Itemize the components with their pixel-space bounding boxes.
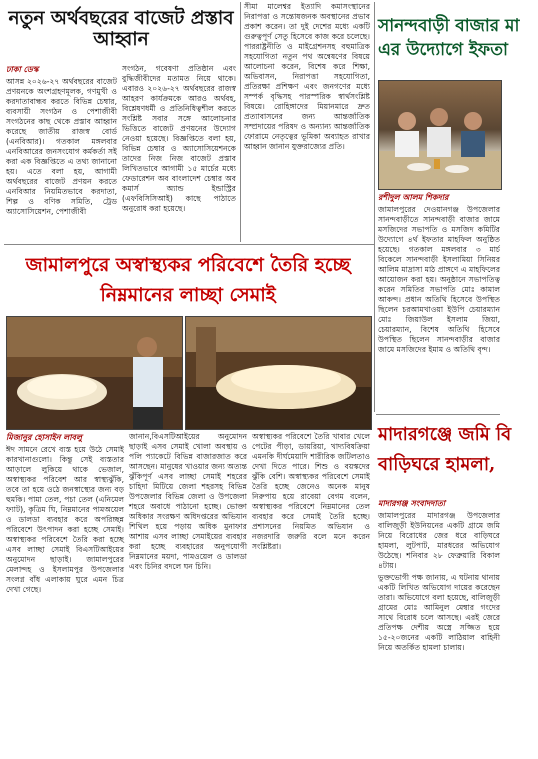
column-rule [240, 2, 241, 242]
madarganj-body-2: ভুক্তভোগী পক্ষ জানায়, এ ঘটনায় থানায় একটি লিখিত অভিযোগ দায়ের করেছেন তারা। অভিযোগে বলা হয়েছে, বালিজুড়ী গ্রামের মোঃ আমিনুল মেম্বার গংদের সাথে বিরোধ চলে আসছে। এরই জেরে প্রতিপক্ষ দেশীয় অস্ত্রে সজ্জিত হয়ে ১৫-২০জনের একটি লাঠিয়াল বাহিনী নিয়ে অতর্কিত হামলা চালায়। [378, 573, 500, 652]
iftar-photo [378, 80, 502, 190]
diplomacy-continuation [244, 2, 370, 242]
section-rule [376, 414, 500, 415]
lachcha-body-1: ঈদ সামনে রেখে ব্যস্ত হয়ে উঠে সেমাই কারখানাগুলো। কিন্তু সেই ব্যস্ততার আড়ালে লুকিয়ে থাকে ভেজাল, অস্বাস্থ্যকর পরিবেশ আর স্বাস্থ্যঝুঁকি, তবে তা হয়ে ওঠে জনস্বাস্থ্যের জন্য বড় হুমকি। পামা তেল, পচা তেল (এনিমেল ফ্যাট), কৃত্রিম ঘি, নিম্নমানের পামঅয়েল ও ডালডা ব্যবহার করে অপরিচ্ছন্ন পরিবেশে উৎপাদন করা হচ্ছে সেমাই। অস্বাস্থ্যকর পরিবেশে তৈরি করা হচ্ছে এসব লাচ্ছা সেমাই বিএসটিআইয়ের অনুমোদন ছাড়াই। জামালপুরের মেলান্দহ ও ইসলামপুর উপজেলার সংলগ্ন বাঁধ এলাকায় ঘুরে এমন চিত্র দেখা গেছে। [6, 445, 124, 594]
semai-factory-photo-left [6, 316, 183, 430]
madarganj-body-1: জামালপুরের মাদারগঞ্জ উপজেলার বালিজুড়ী ইউনিয়নের একটি গ্রামে জমি নিয়ে বিরোধের জের ধরে বাড়িঘরে হামলা, লুটপাট, মারধরের অভিযোগ উঠেছে। শনিবার ২৮ ফেব্রুয়ারি বিকাল ৪টায়। [378, 511, 500, 570]
budget-byline: ঢাকা ডেস্ক [6, 65, 39, 74]
budget-body-2: সংগঠন, গবেষণা প্রতিষ্ঠান এবং বুদ্ধিজীবীদের মতামত নিয়ে থাকে। এবারও ২০২৬-২৭ অর্থবছরের রাজস্ব আহরণ কার্যক্রমকে আরও অর্থবহ, বিশ্লেষণধর্মী ও প্রতিনিধিত্বশীল করতে সংশ্লিষ্ট সবার সঙ্গে আলোচনার ভিত্তিতে বাজেট প্রণয়নের উদ্যোগ নেওয়া হয়েছে। বিজ্ঞপ্তিতে বলা হয়, বিভিন্ন চেম্বার ও অ্যাসোসিয়েশনকে তাদের নিজ নিজ বাজেট প্রস্তাব লিখিতভাবে আগামী ১৫ মার্চের মধ্যে ফেডারেশন অব বাংলাদেশ চেম্বার অব কমার্স অ্যান্ড ইন্ডাস্ট্রির (এফবিসিসিআই) কাছে পাঠাতে অনুরোধ করা হয়েছে। [122, 64, 236, 213]
madarganj-byline: মাদারগঞ্জ সংবাদদাতা [378, 499, 446, 508]
budget-col-1 [6, 64, 117, 242]
semai-worker-illustration [7, 317, 182, 429]
iftar-scene-illustration [379, 81, 501, 189]
lachcha-col-3 [252, 432, 370, 757]
madarganj-headline: মাদারগঞ্জে জমি বি বাড়িঘরে হামলা, [378, 424, 512, 475]
lachcha-headline: জামালপুরে অস্বাস্থ্যকর পরিবেশে তৈরি হচ্ছে নিম্নমানের লাচ্ছা সেমাই [25, 254, 351, 306]
diplomacy-body: সীমা মালেশ্বর ইত্যাদি কমাসংস্থানের নিরাপত্তা ও সন্তোষজনক অবস্থানের প্রভাব প্রকাশ করেন। তা দুই দেশের মধ্যে একটি গুরুত্বপূর্ণ সেতু হিসেবে কাজ করে চলেছে। পাররাষ্ট্রনীতি ও মাইগ্রেশনসহ বহুমাত্রিক সহযোগিতা নতুন পথ অন্বেষণের বিষয়ে আলোচনা করেন, বিশেষ করে শিক্ষা, অভিবাসন, নিরাপত্তা সহযোগিতা, প্রতিরক্ষা প্রশিক্ষণ এবং জনগণের মধ্যে সম্পর্ক বৃদ্ধিসহ পারস্পরিক স্বার্থসংশ্লিষ্ট বিষয়ে। রোহিঙ্গাদের মিয়ানমারে দ্রুত প্রত্যাবাসনের জন্য আন্তর্জাতিক সম্প্রদায়ের পরিষদ ও অন্যান্য আন্তর্জাতিক ফোরামে নেতৃত্বের ভূমিকা অব্যাহত রাখার আহ্বান জানান যুক্তরাজ্যের প্রতি। [244, 2, 370, 151]
bazar-byline: রশীদুল আলম শিকদার [378, 193, 449, 202]
budget-headline: নতুন অর্থবছরের বাজেট প্রস্তাব আহ্বান [8, 8, 234, 51]
column-rule [374, 2, 375, 412]
budget-col-2 [122, 64, 236, 242]
section-rule [4, 244, 374, 245]
madarganj-headline-band [378, 420, 512, 494]
lachcha-body-3: অস্বাস্থ্যকর পরিবেশে তৈরি খাবার খেলে পেটের পীড়া, ডায়রিয়া, খাদ্যবিষক্রিয়া এমনকি দীর্ঘমেয়াদি শারীরিক জটিলতাও দেখা দিতে পারে। শিশু ও বয়স্কদের ঝুঁকি বেশি। অস্বাস্থ্যকর পরিবেশে সেমাই তৈরি হচ্ছে জেনেও অনেক মানুষ নিরুপায় হয়ে রাবেয়া বেগম বলেন, অস্বাস্থ্যকর পরিবেশে নিম্নমানের তেল ব্যবহার করে সেমাই তৈরি হচ্ছে। প্রশাসনের নিয়মিত অভিযান ও নজরদারি জরুরি বলে মনে করেন সংশ্লিষ্টরা। [252, 432, 370, 551]
bazar-headline: সানন্দবাড়ী বাজার মা এর উদ্যোগে ইফতা [378, 16, 520, 60]
bazar-body: জামালপুরের দেওয়ানগঞ্জ উপজেলার সানন্দবাড়ীতে সানন্দবাড়ী বাজার জামে মসজিদের সভাপতি ও মসজিদ কমিটির উদ্যোগে ৪র্থ ইফতার মাহফিল অনুষ্ঠিত হয়েছে। গতকাল মঙ্গলবার ৩ মার্চ বিকেলে সানন্দবাড়ী ইসলামিয়া সিনিয়র আলিম মাদ্রাসা মাঠ প্রাঙ্গণে এ মাহফিলের আয়োজন করা হয়। অনুষ্ঠানে সভাপতিত্ব করেন সমিতির সভাপতি মোঃ কামাল আকন্দ। প্রধান অতিথি হিসেবে উপস্থিত ছিলেন চরআমখাওয়া ইউপি চেয়ারম্যান মোঃ জিয়াউল ইসলাম জিয়া, চেয়ারম্যান, বিশেষ অতিথি হিসেবে উপস্থিত ছিলেন সানন্দবাড়ীর বাজার জামে মসজিদের ইমাম ও অতিথি বৃন্দ। [378, 205, 500, 354]
lachcha-col-1 [6, 432, 124, 757]
bazar-headline-band [378, 14, 520, 74]
lachcha-body-2: জানান,বিএসটিআইয়ের অনুমোদন ছাড়াই এসব সেমাই খোলা অবস্থায় ও পলি প্যাকেটে বিভিন্ন বাজারজাত করে আসছেন। মানুষের খাওয়ার জন্য অত্যন্ত ঝুঁকিপূর্ণ এসব লাচ্ছা সেমাই শহরের চাহিদা মিটিয়ে জেলা শহরসহ বিভিন্ন উপজেলার বিভিন্ন জেলা ও উপজেলা শহরে অবাধে পাঠানো হচ্ছে। ভোক্তা অধিকার সংরক্ষণ অধিদপ্তরের অভিযান শিথিল হয়ে পড়ায় অধিক মুনাফার আশায় এসব লাচ্ছা সেমাইয়ের ব্যবহার করা হচ্ছে ব্যবহারের অনুপযোগী নিম্নমানের ময়দা, পামওয়েল ও ডালডা এবং চিনির বদলে ঘন চিনি। [129, 432, 247, 571]
lachcha-col-2 [129, 432, 247, 757]
bazar-article [378, 192, 500, 412]
madarganj-article [378, 498, 500, 757]
semai-drying-illustration [186, 317, 371, 429]
lachcha-byline: মিজানুর হোসাইন লাবলু [6, 433, 82, 442]
budget-body-1: আসন্ন ২০২৬-২৭ অর্থবছরের বাজেট প্রণয়নকে অংশগ্রহণমূলক, গণমুখী ও করদাতাবান্ধব করতে বিভিন্ন চেম্বার, ব্যবসায়ী সংগঠন ও পেশাজীবী সংগঠনের কাছ থেকে প্রস্তাব আহ্বান করেছে জাতীয় রাজস্ব বোর্ড (এনবিআর)। গতকাল মঙ্গলবার এনবিআরের জনসংযোগ কর্মকর্তা সই করা এক বিজ্ঞপ্তিতে এ তথ্য জানানো হয়। এতে বলা হয়, আগামী অর্থবছরের বাজেট প্রণয়ন করতে এনবিআর নিয়মিতভাবে করদাতা, শিল্প ও বণিক সমিতি, ট্রেড অ্যাসোসিয়েশন, পেশাজীবী [6, 77, 117, 216]
semai-factory-photo-right [185, 316, 372, 430]
